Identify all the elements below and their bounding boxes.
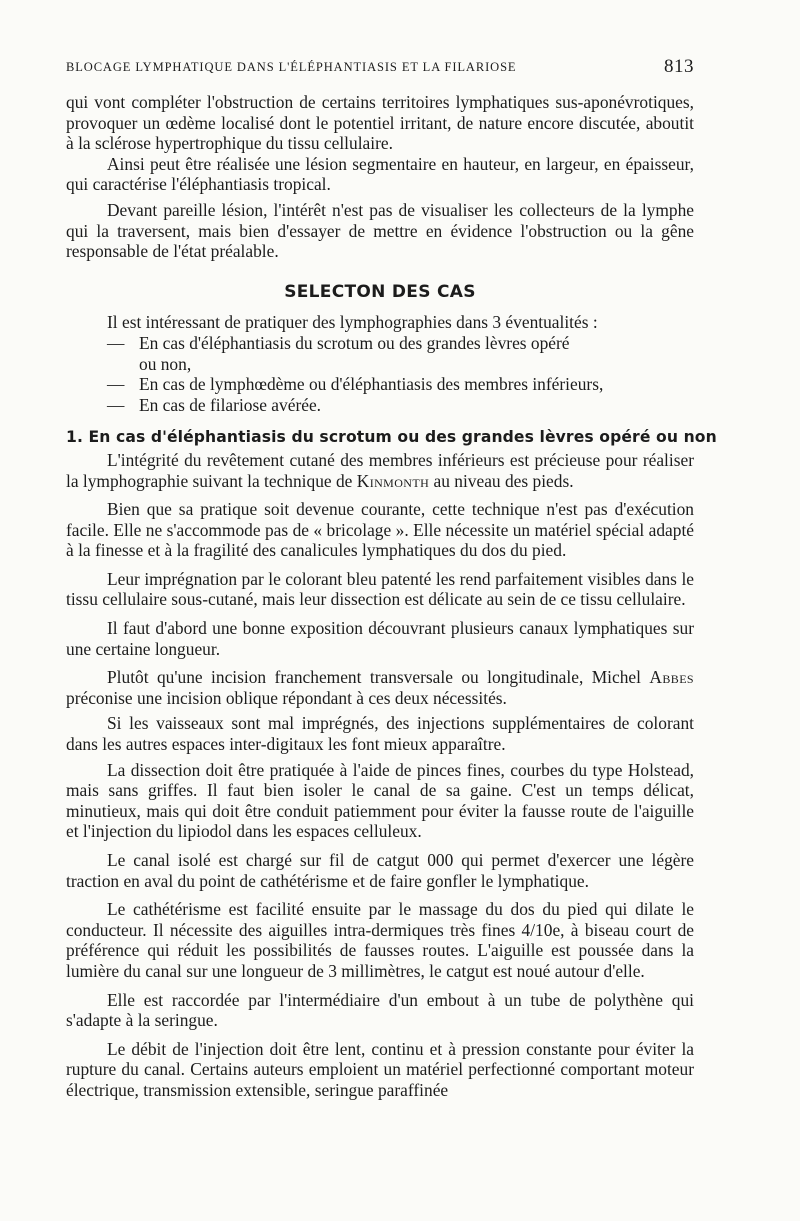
list-dash: — <box>107 394 125 415</box>
body-paragraph-11: Le débit de l'injection doit être lent, continu et à pression constante pour éviter la rupture du canal. Certains auteurs emploient un matériel perfectionné comportant moteur électrique, transmission extensible, seringue paraffinée <box>66 1038 694 1100</box>
section-heading: SELECTON DES CAS <box>284 281 476 302</box>
paragraph-text: au niveau des pieds. <box>429 470 574 491</box>
subsection-heading: 1. En cas d'éléphantiasis du scrotum ou des grandes lèvres opéré ou non <box>66 428 717 447</box>
body-paragraph-2: Bien que sa pratique soit devenue courante, cette technique n'est pas d'exécution facile. Elle ne s'accommode pas de « bricolage ». Elle nécessite un matériel spécial adapté à la finesse et à la fragilité des canalicules lymphatiques du dos du pied. <box>66 499 694 561</box>
intro-paragraph-2: Ainsi peut être réalisée une lésion segmentaire en hauteur, en largeur, en épaisseur, qui caractérise l'éléphantiasis tropical. <box>66 153 694 195</box>
list-item-text: En cas de lymphœdème ou d'éléphantiasis des membres inférieurs, <box>139 374 604 395</box>
section-lead: Il est intéressant de pratiquer des lymphographies dans 3 éventualités : <box>107 312 598 333</box>
list-dash: — <box>107 374 125 395</box>
list-dash: — <box>107 332 125 353</box>
body-paragraph-5 <box>66 667 694 708</box>
list-item-text: En cas de filariose avérée. <box>139 394 322 415</box>
author-name: Abbes <box>649 667 694 688</box>
intro-paragraph-3: Devant pareille lésion, l'intérêt n'est pas de visualiser les collecteurs de la lymphe qui la traversent, mais bien d'essayer de mettre en évidence l'obstruction ou la gêne responsable de l'état préalable. <box>66 199 694 262</box>
body-paragraph-7: La dissection doit être pratiquée à l'aide de pinces fines, courbes du type Holstead, mais sans griffes. Il faut bien isoler le canal de sa gaine. C'est un temps délicat, minutieux, mais qui doit être conduit patiemment pour éviter la fausse route de l'aiguille et l'injection du lipiodol dans les espaces celluleux. <box>66 759 694 842</box>
intro-paragraph-1: qui vont compléter l'obstruction de certains territoires lymphatiques sus-aponévrotiques, provoquer un œdème localisé dont le potentiel irritant, de nature encore discutée, aboutit à la sclérose hypertrophique du tissu cellulaire. <box>66 92 694 154</box>
running-title: BLOCAGE LYMPHATIQUE DANS L'ÉLÉPHANTIASIS ET LA FILARIOSE <box>66 60 517 74</box>
page-body <box>66 92 717 1101</box>
running-head <box>0 58 694 80</box>
list-item <box>66 395 694 416</box>
body-paragraph-4: Il faut d'abord une bonne exposition découvrant plusieurs canaux lymphatiques sur une certaine longueur. <box>66 618 694 659</box>
body-paragraph-9: Le cathétérisme est facilité ensuite par le massage du dos du pied qui dilate le conducteur. Il nécessite des aiguilles intra-dermiques très fines 4/10e, à biseau court de préférence qui réduit les possibilités de fausses routes. L'aiguille est poussée dans la lumière du canal sur une longueur de 3 millimètres, le catgut est noué autour d'elle. <box>66 899 694 981</box>
body-paragraph-6: Si les vaisseaux sont mal imprégnés, des injections supplémentaires de colorant dans les autres espaces inter-digitaux les font mieux apparaître. <box>66 713 694 755</box>
body-paragraph-3: Leur imprégnation par le colorant bleu patenté les rend parfaitement visibles dans le tissu cellulaire sous-cutané, mais leur dissection est délicate au sein de ce tissu cellulaire. <box>66 568 694 610</box>
body-paragraph-8: Le canal isolé est chargé sur fil de catgut 000 qui permet d'exercer une légère traction en aval du point de cathétérisme et de faire gonfler le lymphatique. <box>66 850 694 891</box>
body-paragraph-1 <box>66 450 694 491</box>
list-item <box>66 374 694 395</box>
body-paragraph-10: Elle est raccordée par l'intermédiaire d'un embout à un tube de polythène qui s'adapte à la seringue. <box>66 989 694 1031</box>
paragraph-text: préconise une incision oblique répondant à ces deux nécessités. <box>66 687 507 708</box>
list-item <box>66 333 694 374</box>
paragraph-text: L'intégrité du revêtement cutané des membres inférieurs est précieuse pour réaliser la lymphographie suivant la technique de <box>66 449 694 491</box>
list-item-continuation: ou non, <box>139 353 192 374</box>
list-item-text: En cas d'éléphantiasis du scrotum ou des grandes lèvres opéré <box>139 332 570 353</box>
paragraph-text: Plutôt qu'une incision franchement transversale ou longitudinale, Michel <box>107 667 650 688</box>
author-name: Kinmonth <box>356 470 430 491</box>
page-number: 813 <box>664 56 694 77</box>
